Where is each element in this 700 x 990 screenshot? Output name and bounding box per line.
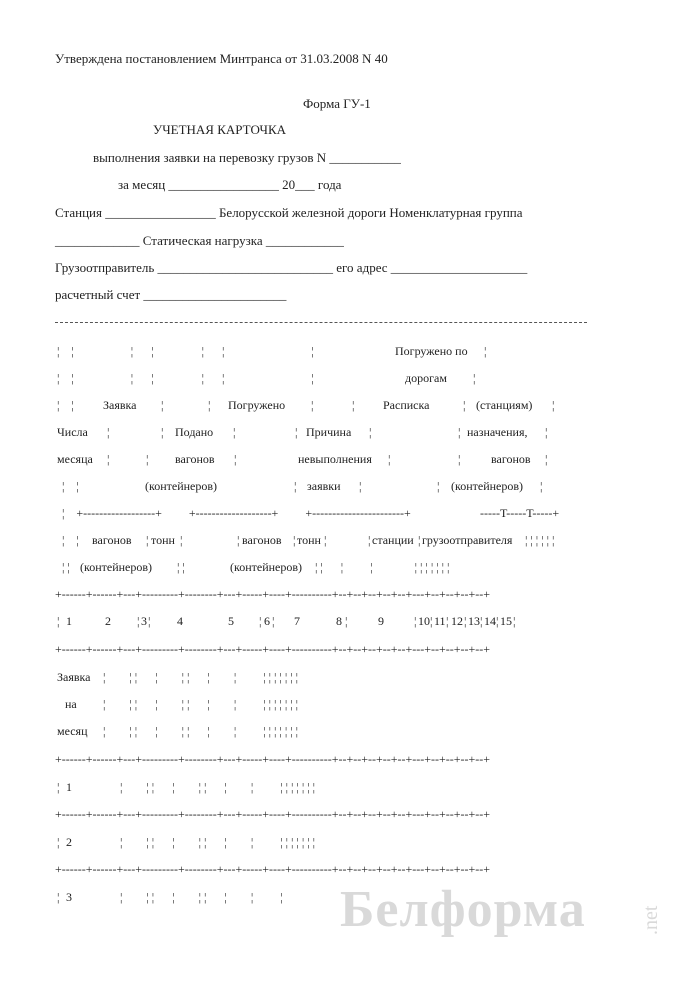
header-mesyatsa: месяца: [57, 452, 93, 466]
row-rule: +------+------+---+---------+--------+---+-----+----+----------+--+--+--+--+--+---+--+--+--+--+: [55, 642, 491, 656]
border-marks: ¦ ¦ ¦ ¦ ¦ ¦ ¦ ¦ ¦ ¦ ¦ ¦ ¦ ¦ ¦: [120, 835, 316, 849]
border-marks: ¦: [473, 371, 476, 385]
border-marks: ¦ ¦: [62, 533, 79, 547]
column-number: 2: [105, 614, 111, 628]
border-marks: ¦: [294, 479, 297, 493]
watermark-domain: .net: [640, 905, 662, 935]
month-line: за месяц _________________ 20___ года: [118, 177, 342, 192]
border-marks: ¦ ¦ ¦ ¦ ¦ ¦ ¦ ¦ ¦ ¦ ¦ ¦ ¦ ¦ ¦: [120, 780, 316, 794]
station-line: Станция _________________ Белорусской железной дороги Номенклатурная группа: [55, 205, 523, 220]
border-marks: ¦: [480, 614, 483, 628]
border-marks: ¦: [208, 398, 211, 412]
border-marks: ¦: [368, 533, 371, 547]
border-marks: ¦: [496, 614, 499, 628]
border-marks: ¦: [414, 614, 417, 628]
header-pogruzheno-po: Погружено по: [395, 344, 468, 358]
border-marks: ¦: [137, 614, 140, 628]
border-marks: ¦: [345, 614, 348, 628]
row-label-zayavka: Заявка: [57, 670, 91, 684]
header-konteinerov-1: (контейнеров): [80, 560, 153, 574]
column-number: 15: [500, 614, 512, 628]
border-marks: ¦: [233, 425, 236, 439]
header-zayavka: Заявка: [103, 398, 137, 412]
header-stantsiyam: (станциям): [476, 398, 533, 412]
border-marks: ¦: [237, 533, 240, 547]
border-marks: ¦: [458, 425, 461, 439]
border-marks: ¦: [513, 614, 516, 628]
border-marks: ¦: [369, 425, 372, 439]
border-marks: ¦: [352, 398, 355, 412]
column-number: 5: [228, 614, 234, 628]
header-chisla: Числа: [57, 425, 88, 439]
header-stantsii: станции: [372, 533, 414, 547]
border-marks: ¦ ¦ ¦ ¦ ¦ ¦ ¦ ¦ ¦ ¦ ¦: [315, 560, 450, 574]
header-vagonov-1: вагонов: [92, 533, 132, 547]
border-marks: ¦: [418, 533, 421, 547]
border-marks: ¦: [148, 614, 151, 628]
border-marks: ¦: [295, 425, 298, 439]
row-rule: +------+------+---+---------+--------+---+-----+----+----------+--+--+--+--+--+---+--+--+--+--+: [55, 807, 491, 821]
header-zayavki: заявки: [307, 479, 341, 493]
border-marks: ¦ ¦: [62, 560, 70, 574]
subheader-rule: ¦ +------------------+ +-------------------+ +-----------------------+: [62, 506, 411, 520]
document-subtitle: выполнения заявки на перевозку грузов N ___________: [93, 150, 401, 165]
column-number: 13: [468, 614, 480, 628]
border-marks: ¦: [359, 479, 362, 493]
border-marks: ¦: [484, 344, 487, 358]
header-dorogam: дорогам: [405, 371, 447, 385]
day-row-number: 1: [66, 780, 72, 794]
border-marks: ¦: [161, 425, 164, 439]
header-nevypolneniya: невыполнения: [298, 452, 372, 466]
column-number: 3: [141, 614, 147, 628]
border-marks: ¦: [437, 479, 440, 493]
border-marks: ¦: [464, 614, 467, 628]
border-marks: ¦: [545, 452, 548, 466]
day-row-number: 2: [66, 835, 72, 849]
border-marks: ¦ ¦: [177, 560, 185, 574]
column-number: 8: [336, 614, 342, 628]
border-marks: ¦: [293, 533, 296, 547]
border-marks: ¦: [324, 533, 327, 547]
border-marks: ¦: [272, 614, 275, 628]
header-naznacheniya: назначения,: [467, 425, 528, 439]
border-marks: ¦: [552, 398, 555, 412]
border-marks: ¦: [540, 479, 543, 493]
row-label-mesyats: месяц: [57, 724, 88, 738]
border-marks: ¦ ¦: [62, 479, 79, 493]
shipper-line: Грузоотправитель ___________________________ его адрес _____________________: [55, 260, 528, 275]
border-marks: ¦ ¦ ¦ ¦ ¦ ¦ ¦ ¦ ¦ ¦ ¦ ¦ ¦ ¦ ¦: [103, 697, 299, 711]
header-vagonov-r: вагонов: [491, 452, 531, 466]
header-vagonov-2: вагонов: [242, 533, 282, 547]
row-label-na: на: [65, 697, 77, 711]
border-marks: ¦: [259, 614, 262, 628]
border-marks: ¦: [107, 452, 110, 466]
border-marks: ¦: [430, 614, 433, 628]
column-number: 1: [66, 614, 72, 628]
header-prichina: Причина: [306, 425, 352, 439]
border-marks: ¦: [388, 452, 391, 466]
border-marks: ¦: [545, 425, 548, 439]
column-number: 9: [378, 614, 384, 628]
column-number: 7: [294, 614, 300, 628]
border-marks: ¦: [57, 835, 60, 849]
border-marks: ¦: [234, 452, 237, 466]
header-pogruzheno: Погружено: [228, 398, 286, 412]
day-row-number: 3: [66, 890, 72, 904]
column-number: 12: [451, 614, 463, 628]
border-marks: ¦: [180, 533, 183, 547]
border-marks: ¦ ¦ ¦ ¦ ¦ ¦ ¦ ¦ ¦ ¦ ¦ ¦ ¦ ¦ ¦: [103, 724, 299, 738]
account-line: расчетный счет ______________________: [55, 287, 287, 302]
border-marks: ¦ ¦ ¦ ¦ ¦ ¦ ¦ ¦ ¦: [120, 890, 283, 904]
header-podano: Подано: [175, 425, 214, 439]
header-podano-vagonov: вагонов: [175, 452, 215, 466]
border-marks: ¦: [458, 452, 461, 466]
row-rule: +------+------+---+---------+--------+---+-----+----+----------+--+--+--+--+--+---+--+--+--+--+: [55, 862, 491, 876]
table-top-rule: [55, 322, 587, 323]
border-marks: ¦: [107, 425, 110, 439]
column-number: 14: [484, 614, 496, 628]
header-podano-konteinerov: (контейнеров): [145, 479, 218, 493]
document-title: УЧЕТНАЯ КАРТОЧКА: [153, 122, 287, 137]
subheader-rule-tee: -----T-----T-----+: [480, 506, 560, 520]
column-number: 6: [264, 614, 270, 628]
watermark-logo: Белформа: [340, 881, 586, 938]
header-raspiska: Расписка: [383, 398, 430, 412]
border-marks: ¦ ¦ ¦ ¦ ¦ ¦ ¦: [57, 371, 317, 385]
row-rule: +------+------+---+---------+--------+---+-----+----+----------+--+--+--+--+--+---+--+--+--+--+: [55, 752, 491, 766]
border-marks: ¦: [57, 614, 60, 628]
header-tonn-1: тонн: [151, 533, 175, 547]
border-marks: ¦: [446, 614, 449, 628]
column-number: 10: [418, 614, 430, 628]
border-marks: ¦: [146, 533, 149, 547]
column-numbers-top-rule: +------+------+---+---------+--------+---+-----+----+----------+--+--+--+--+--+---+--+--+--+--+: [55, 587, 491, 601]
approval-note: Утверждена постановлением Минтранса от 31.03.2008 N 40: [55, 51, 388, 66]
border-marks: ¦: [311, 398, 314, 412]
border-marks: ¦ ¦ ¦ ¦ ¦ ¦ ¦: [57, 344, 317, 358]
border-marks: ¦: [146, 452, 149, 466]
header-tonn-2: тонн: [297, 533, 321, 547]
column-number: 11: [434, 614, 446, 628]
header-konteinerov-2: (контейнеров): [230, 560, 303, 574]
header-gruzootpravitelya: грузоотправителя: [422, 533, 513, 547]
border-marks: ¦: [57, 890, 60, 904]
header-konteinerov-r: (контейнеров): [451, 479, 524, 493]
border-marks: ¦: [463, 398, 466, 412]
border-marks: ¦ ¦: [57, 398, 74, 412]
column-number: 4: [177, 614, 183, 628]
border-marks: ¦: [161, 398, 164, 412]
form-code: Форма ГУ-1: [303, 96, 371, 111]
border-marks: ¦ ¦ ¦ ¦ ¦ ¦: [525, 533, 555, 547]
border-marks: ¦ ¦ ¦ ¦ ¦ ¦ ¦ ¦ ¦ ¦ ¦ ¦ ¦ ¦ ¦: [103, 670, 299, 684]
static-load-line: _____________ Статическая нагрузка ____________: [55, 233, 344, 248]
border-marks: ¦: [57, 780, 60, 794]
